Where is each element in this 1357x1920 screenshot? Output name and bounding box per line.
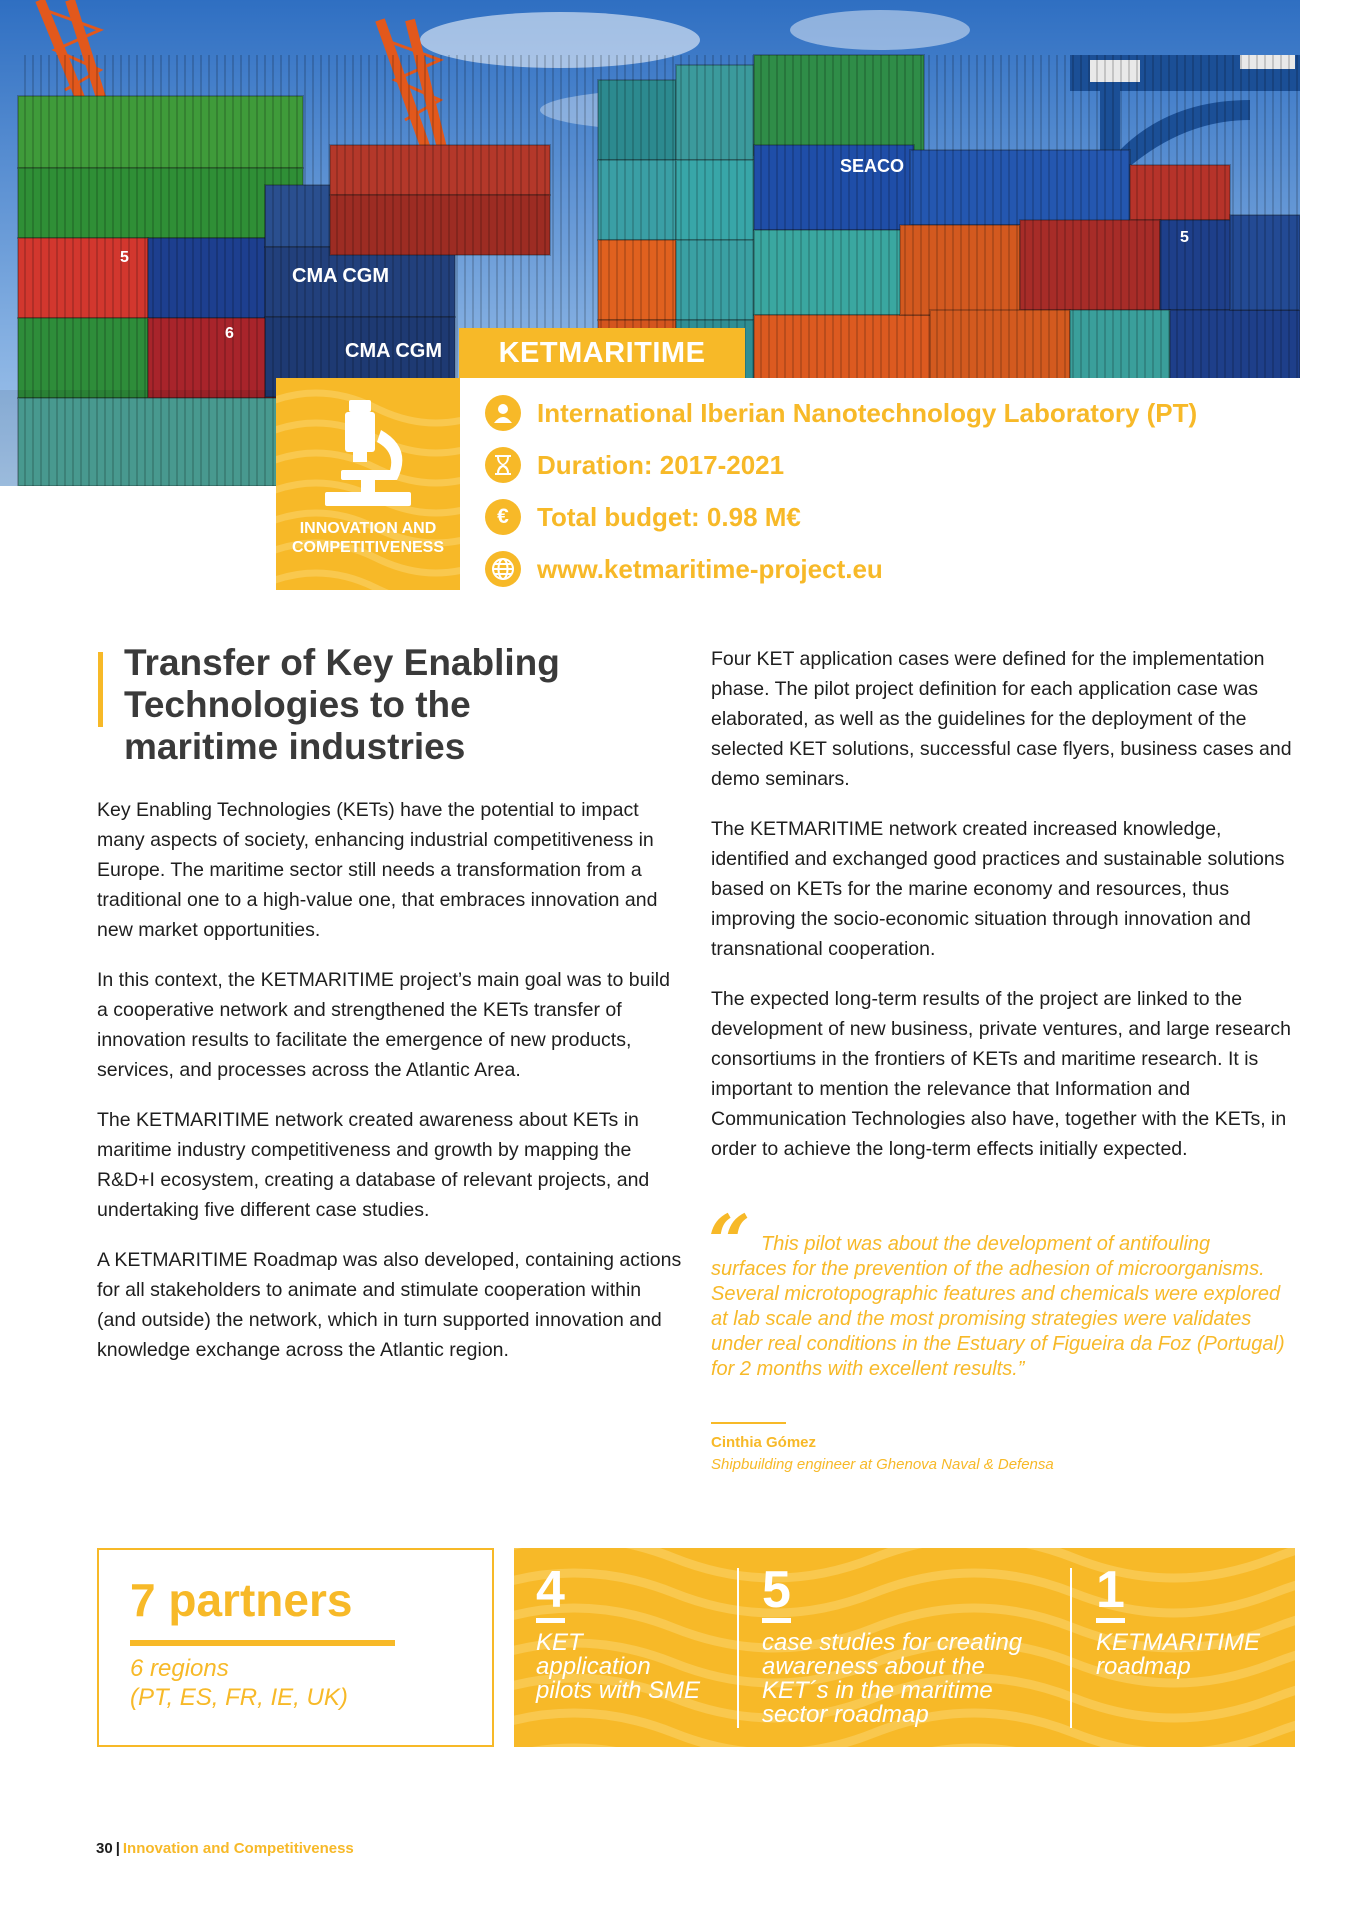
person-icon [485, 395, 521, 431]
stat-value: 1 [1096, 1562, 1125, 1623]
info-duration [485, 445, 784, 485]
hourglass-icon [485, 447, 521, 483]
globe-icon [485, 551, 521, 587]
left-column [97, 795, 682, 1385]
euro-icon: € [485, 499, 521, 535]
right-column [711, 644, 1301, 1184]
duration-text: Duration: 2017-2021 [537, 449, 785, 480]
stat-line: case studies for creating [762, 1629, 1023, 1656]
stat-line: sector roadmap [762, 1701, 929, 1728]
article-title: Transfer of Key Enabling Technologies to the maritime industries [124, 642, 560, 767]
website-link[interactable]: www.ketmaritime-project.eu [537, 553, 883, 584]
paragraph: Key Enabling Technologies (KETs) have the potential to impact many aspects of society, enhancing industrial competitiveness in Europe. The maritime sector still needs a transformation from a traditional one to a high-value one, that embraces innovation and new market opportunities. [97, 799, 658, 941]
info-budget [485, 497, 801, 537]
page-number: 30 [96, 1840, 113, 1857]
stat-line: KET´s in the maritime [762, 1677, 993, 1704]
footer-separator: | [115, 1840, 120, 1857]
quote-divider [711, 1422, 786, 1424]
paragraph: The KETMARITIME network created increased knowledge, identified and exchanged good practices and sustainable solutions based on KETs for the marine economy and resources, thus improving the socio-economic situation through innovation and transnational cooperation. [711, 818, 1285, 960]
info-website [485, 549, 883, 589]
partners-regions [130, 1654, 470, 1712]
paragraph: A KETMARITIME Roadmap was also developed, containing actions for all stakeholders to animate and stimulate cooperation within (and outside) the network, which in turn supported innovation and knowledge exchange across the Atlantic region. [97, 1249, 682, 1361]
partners-underline [130, 1640, 395, 1646]
stat-line: awareness about the [762, 1653, 985, 1680]
stat-description [1096, 1631, 1260, 1679]
budget-text: Total budget: 0.98 M€ [537, 501, 801, 532]
regions-list: (PT, ES, FR, IE, UK) [130, 1684, 348, 1711]
stat-description [536, 1631, 700, 1703]
seaco-marking: SEACO [840, 156, 905, 176]
stat-line: roadmap [1096, 1653, 1191, 1680]
stat-divider [1070, 1568, 1072, 1728]
footer-section-name: Innovation and Competitiveness [122, 1840, 354, 1857]
quote-author: Cinthia Gómez [711, 1434, 817, 1451]
partners-stat-box [97, 1548, 494, 1747]
title-accent-bar [98, 652, 103, 727]
pull-quote: This pilot was about the development of antifouling surfaces for the prevention of the adhesion of microorganisms. Several microtopographic features and chemicals were explored at lab scale and the most promising strategies were validates under real conditions in the Estuary of Figueira da Foz (Portugal) for 2 months with excellent results.” [711, 1233, 1285, 1380]
paragraph: Four KET application cases were defined for the implementation phase. The pilot project definition for each application case was elaborated, as well as the guidelines for the deployment of the selected KET solutions, successful case flyers, business cases and demo seminars. [711, 648, 1292, 790]
container-number: 5 [1180, 229, 1189, 246]
coordinator-text: International Iberian Nanotechnology Laboratory (PT) [537, 397, 1198, 428]
container-number: 6 [225, 325, 234, 342]
stat-value: 4 [536, 1562, 565, 1623]
cma-cgm-marking: CMA CGM [292, 265, 390, 287]
paragraph: In this context, the KETMARITIME project’s main goal was to build a cooperative network and strengthened the KETs transfer of innovation results to facilitate the emergence of new products, services, and processes across the Atlantic Area. [97, 969, 670, 1081]
stats-highlight-box [514, 1548, 1295, 1747]
page-footer [96, 1840, 354, 1857]
container-number: 5 [120, 249, 129, 266]
stat-line: KETMARITIME [1096, 1629, 1261, 1656]
stat-divider [737, 1568, 739, 1728]
cma-cgm-marking: CMA CGM [345, 340, 443, 362]
paragraph: The expected long-term results of the project are linked to the development of new business, private ventures, and large research consortiums in the frontiers of KETs and maritime research. It is important to mention the relevance that Information and Communication Technologies also have, together with the KETs, in order to achieve the long-term effects initially expected. [711, 988, 1291, 1160]
category-badge [276, 378, 460, 590]
stat-line: application [536, 1653, 651, 1680]
stat-description [762, 1631, 1022, 1727]
regions-count: 6 regions [130, 1655, 229, 1682]
project-tag: KETMARITIME [459, 328, 745, 378]
stat-value: 5 [762, 1562, 791, 1623]
stat-roadmap [1096, 1562, 1260, 1679]
paragraph: The KETMARITIME network created awareness about KETs in maritime industry competitiveness and growth by mapping the R&D+I ecosystem, creating a database of relevant projects, and undertaking five different case studies. [97, 1109, 650, 1221]
microscope-icon [321, 400, 415, 512]
stat-line: pilots with SME [536, 1677, 701, 1704]
category-label: INNOVATION AND COMPETITIVENESS [291, 520, 445, 556]
stat-pilots [536, 1562, 700, 1703]
quote-mark-icon: “ [708, 1200, 751, 1286]
partners-count: 7 partners [130, 1574, 353, 1626]
stat-case-studies [762, 1562, 1022, 1727]
stat-line: KET [536, 1629, 583, 1656]
info-coordinator [485, 393, 1197, 433]
quote-author-role: Shipbuilding engineer at Ghenova Naval & Defensa [711, 1456, 1054, 1473]
